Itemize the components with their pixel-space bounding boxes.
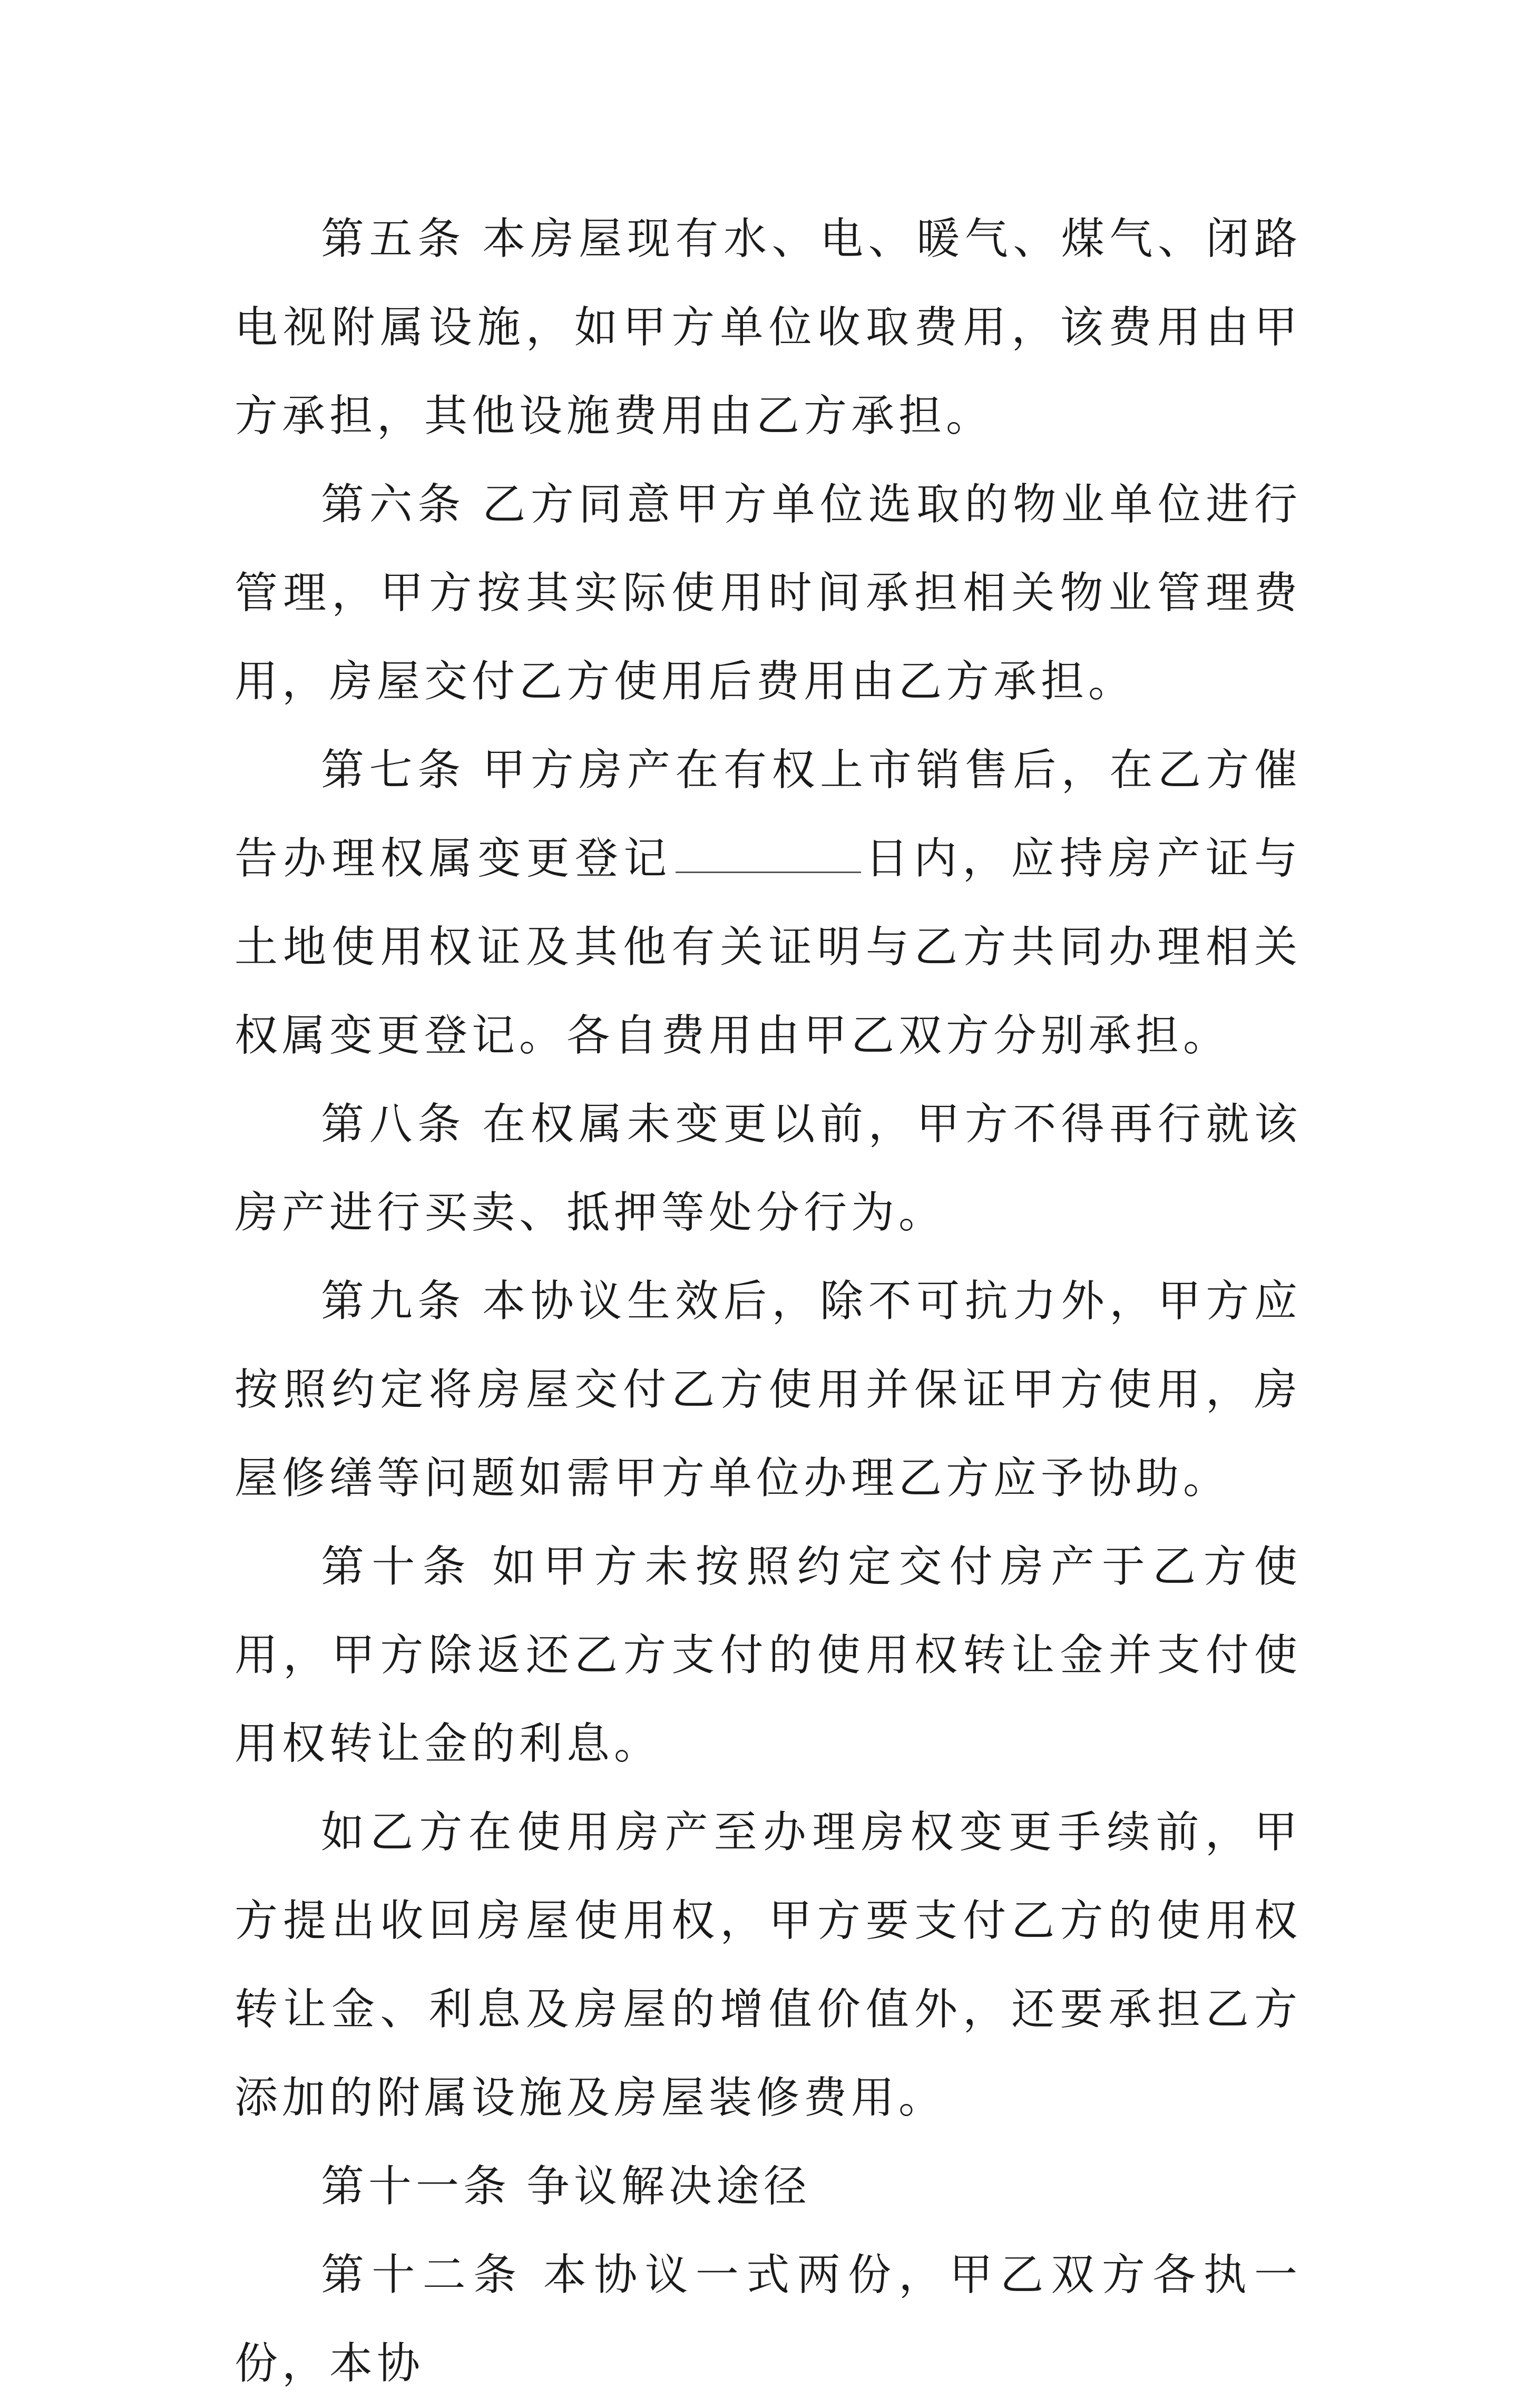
article-12-text: 本协议一式两份，甲乙双方各执一份，本协 xyxy=(234,2250,1302,2389)
article-7-text-after-blank: 日内，应持房产证与土地使用权证及其他有关证明与乙方共同办理相关权属变更登记。各自费用由甲乙双方分别承担。 xyxy=(234,834,1302,1061)
article-5-heading: 第五条 xyxy=(321,214,466,264)
article-10-heading: 第十条 xyxy=(321,1542,474,1592)
article-10-paragraph xyxy=(234,1523,1302,1788)
article-9-text: 本协议生效后，除不可抗力外，甲方应按照约定将房屋交付乙方使用并保证甲方使用，房屋修缮等问题如需甲方单位办理乙方应予协助。 xyxy=(234,1276,1302,1503)
document-body xyxy=(234,195,1302,2408)
article-11-heading: 第十一条 xyxy=(321,2161,511,2211)
article-10-continuation-paragraph xyxy=(234,1788,1302,2142)
article-12-paragraph xyxy=(234,2231,1302,2408)
article-11-text: 争议解决途径 xyxy=(526,2161,812,2211)
article-8-heading: 第八条 xyxy=(321,1099,466,1149)
article-7-paragraph xyxy=(234,726,1302,1080)
article-10-text: 如甲方未按照约定交付房产于乙方使用，甲方除返还乙方支付的使用权转让金并支付使用权转让金的利息。 xyxy=(234,1542,1302,1769)
article-6-paragraph xyxy=(234,461,1302,726)
article-9-heading: 第九条 xyxy=(321,1276,466,1326)
article-7-text-before-blank: 甲方房产在有权上市销售后，在乙方催告办理权属变更登记 xyxy=(234,745,1302,884)
article-11-paragraph xyxy=(234,2142,1302,2231)
article-10-continuation-text: 如乙方在使用房产至办理房权变更手续前，甲方提出收回房屋使用权，甲方要支付乙方的使用权转让金、利息及房屋的增值价值外，还要承担乙方添加的附属设施及房屋装修费用。 xyxy=(234,1807,1302,2123)
article-9-paragraph xyxy=(234,1257,1302,1523)
days-blank-field xyxy=(676,866,861,873)
article-5-paragraph xyxy=(234,195,1302,461)
article-6-heading: 第六条 xyxy=(321,479,466,530)
article-12-heading: 第十二条 xyxy=(321,2250,524,2300)
article-8-text: 在权属未变更以前，甲方不得再行就该房产进行买卖、抵押等处分行为。 xyxy=(234,1099,1302,1238)
article-8-paragraph xyxy=(234,1080,1302,1257)
article-6-text: 乙方同意甲方单位选取的物业单位进行管理，甲方按其实际使用时间承担相关物业管理费用，房屋交付乙方使用后费用由乙方承担。 xyxy=(234,479,1302,707)
article-5-text: 本房屋现有水、电、暖气、煤气、闭路电视附属设施，如甲方单位收取费用，该费用由甲方承担，其他设施费用由乙方承担。 xyxy=(234,214,1302,441)
article-7-heading: 第七条 xyxy=(321,745,466,795)
